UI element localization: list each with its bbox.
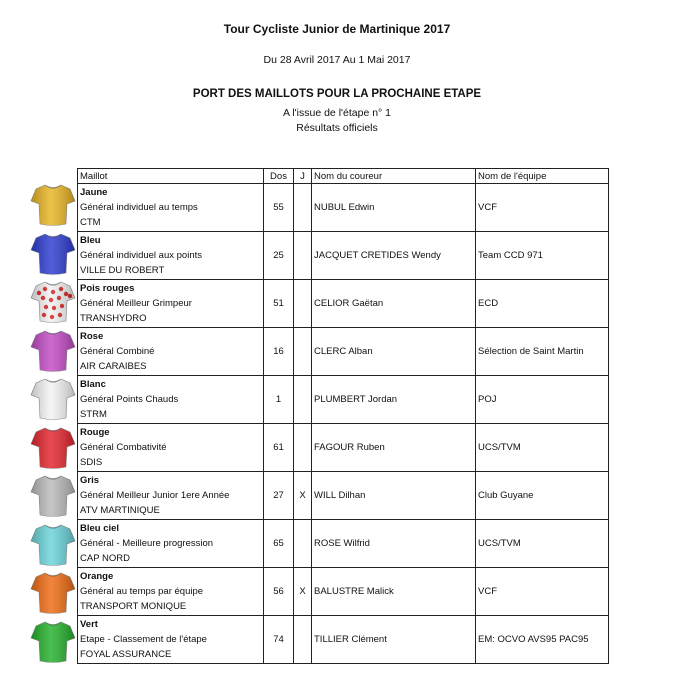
rider-name: WILL Dilhan <box>312 472 476 520</box>
sponsor-name: VILLE DU ROBERT <box>80 265 165 276</box>
rider-name: CLERC Alban <box>312 328 476 376</box>
junior-marker <box>294 376 312 424</box>
junior-marker: X <box>294 472 312 520</box>
junior-marker <box>294 616 312 664</box>
col-header-j: J <box>294 169 312 184</box>
table-header-row <box>78 169 609 184</box>
junior-marker <box>294 424 312 472</box>
bib-number: 1 <box>264 376 294 424</box>
jersey-cell <box>78 328 264 376</box>
team-name: Sélection de Saint Martin <box>476 328 609 376</box>
jersey-cell <box>78 232 264 280</box>
jersey-cell <box>78 520 264 568</box>
event-dates: Du 28 Avril 2017 Au 1 Mai 2017 <box>263 54 411 66</box>
jersey-cell <box>78 616 264 664</box>
table-row <box>78 280 609 328</box>
document-title: Tour Cycliste Junior de Martinique 2017 <box>223 22 451 36</box>
sponsor-name: TRANSHYDRO <box>80 313 147 324</box>
jersey-name: Gris <box>80 475 100 486</box>
junior-marker <box>294 232 312 280</box>
table-row <box>78 184 609 232</box>
junior-marker <box>294 328 312 376</box>
junior-marker <box>294 520 312 568</box>
team-name: UCS/TVM <box>476 424 609 472</box>
jersey-cell <box>78 376 264 424</box>
jersey-name: Bleu <box>80 235 101 246</box>
classification-name: Général au temps par équipe <box>80 586 204 597</box>
rider-name: CELIOR Gaëtan <box>312 280 476 328</box>
sky-blue-jersey-icon <box>30 523 76 567</box>
bib-number: 16 <box>264 328 294 376</box>
stage-info: A l'issue de l'étape n° 1 <box>282 107 392 119</box>
junior-marker <box>294 184 312 232</box>
classification-name: Général individuel aux points <box>80 250 202 261</box>
team-name: POJ <box>476 376 609 424</box>
rider-name: BALUSTRE Malick <box>312 568 476 616</box>
classification-name: Général Combativité <box>80 442 167 453</box>
jersey-name: Jaune <box>80 187 108 198</box>
jersey-standings-table <box>77 168 609 664</box>
bib-number: 74 <box>264 616 294 664</box>
rider-name: FAGOUR Ruben <box>312 424 476 472</box>
team-name: Team CCD 971 <box>476 232 609 280</box>
jersey-name: Orange <box>80 571 114 582</box>
bib-number: 25 <box>264 232 294 280</box>
junior-marker <box>294 280 312 328</box>
document-subtitle: PORT DES MAILLOTS POUR LA PROCHAINE ETAPE <box>192 88 482 100</box>
classification-name: Général - Meilleure progression <box>80 538 214 549</box>
team-name: UCS/TVM <box>476 520 609 568</box>
table-row <box>78 376 609 424</box>
classification-name: Général individuel au temps <box>80 202 198 213</box>
jersey-name: Rouge <box>80 427 110 438</box>
polka-dot-jersey-icon <box>30 280 76 324</box>
table-row <box>78 616 609 664</box>
classification-name: Etape - Classement de l'étape <box>80 634 207 645</box>
sponsor-name: STRM <box>80 409 107 420</box>
jersey-cell <box>78 472 264 520</box>
pink-jersey-icon <box>30 329 76 373</box>
jersey-name: Bleu ciel <box>80 523 120 534</box>
red-jersey-icon <box>30 426 76 470</box>
sponsor-name: CTM <box>80 217 101 228</box>
bib-number: 65 <box>264 520 294 568</box>
green-jersey-icon <box>30 620 76 664</box>
bib-number: 51 <box>264 280 294 328</box>
jersey-name: Rose <box>80 331 104 342</box>
jersey-cell <box>78 568 264 616</box>
classification-name: Général Meilleur Junior 1ere Année <box>80 490 230 501</box>
sponsor-name: FOYAL ASSURANCE <box>80 649 172 660</box>
classification-name: Général Combiné <box>80 346 155 357</box>
bib-number: 55 <box>264 184 294 232</box>
jersey-name: Vert <box>80 619 98 630</box>
bib-number: 56 <box>264 568 294 616</box>
table-row <box>78 520 609 568</box>
team-name: Club Guyane <box>476 472 609 520</box>
sponsor-name: CAP NORD <box>80 553 130 564</box>
team-name: VCF <box>476 184 609 232</box>
blue-jersey-icon <box>30 232 76 276</box>
team-name: ECD <box>476 280 609 328</box>
yellow-jersey-icon <box>30 183 76 227</box>
col-header-rider: Nom du coureur <box>312 169 476 184</box>
col-header-maillot: Maillot <box>78 169 264 184</box>
jersey-cell <box>78 424 264 472</box>
white-jersey-icon <box>30 377 76 421</box>
classification-name: Général Points Chauds <box>80 394 179 405</box>
rider-name: ROSE Wilfrid <box>312 520 476 568</box>
classification-name: Général Meilleur Grimpeur <box>80 298 192 309</box>
team-name: EM: OCVO AVS95 PAC95 <box>476 616 609 664</box>
table-row <box>78 568 609 616</box>
grey-jersey-icon <box>30 474 76 518</box>
table-row <box>78 424 609 472</box>
rider-name: NUBUL Edwin <box>312 184 476 232</box>
rider-name: TILLIER Clément <box>312 616 476 664</box>
table-row <box>78 328 609 376</box>
jersey-cell <box>78 184 264 232</box>
table-row <box>78 232 609 280</box>
junior-marker: X <box>294 568 312 616</box>
rider-name: PLUMBERT Jordan <box>312 376 476 424</box>
jersey-cell <box>78 280 264 328</box>
bib-number: 27 <box>264 472 294 520</box>
sponsor-name: SDIS <box>80 457 103 468</box>
jersey-name: Blanc <box>80 379 106 390</box>
orange-jersey-icon <box>30 571 76 615</box>
sponsor-name: AIR CARAIBES <box>80 361 147 372</box>
sponsor-name: TRANSPORT MONIQUE <box>80 601 187 612</box>
team-name: VCF <box>476 568 609 616</box>
rider-name: JACQUET CRETIDES Wendy <box>312 232 476 280</box>
bib-number: 61 <box>264 424 294 472</box>
sponsor-name: ATV MARTINIQUE <box>80 505 160 516</box>
table-row <box>78 472 609 520</box>
table-body <box>78 184 609 664</box>
col-header-team: Nom de l'équipe <box>476 169 609 184</box>
jersey-name: Pois rouges <box>80 283 135 294</box>
official-results-label: Résultats officiels <box>296 122 378 134</box>
col-header-dos: Dos <box>264 169 294 184</box>
